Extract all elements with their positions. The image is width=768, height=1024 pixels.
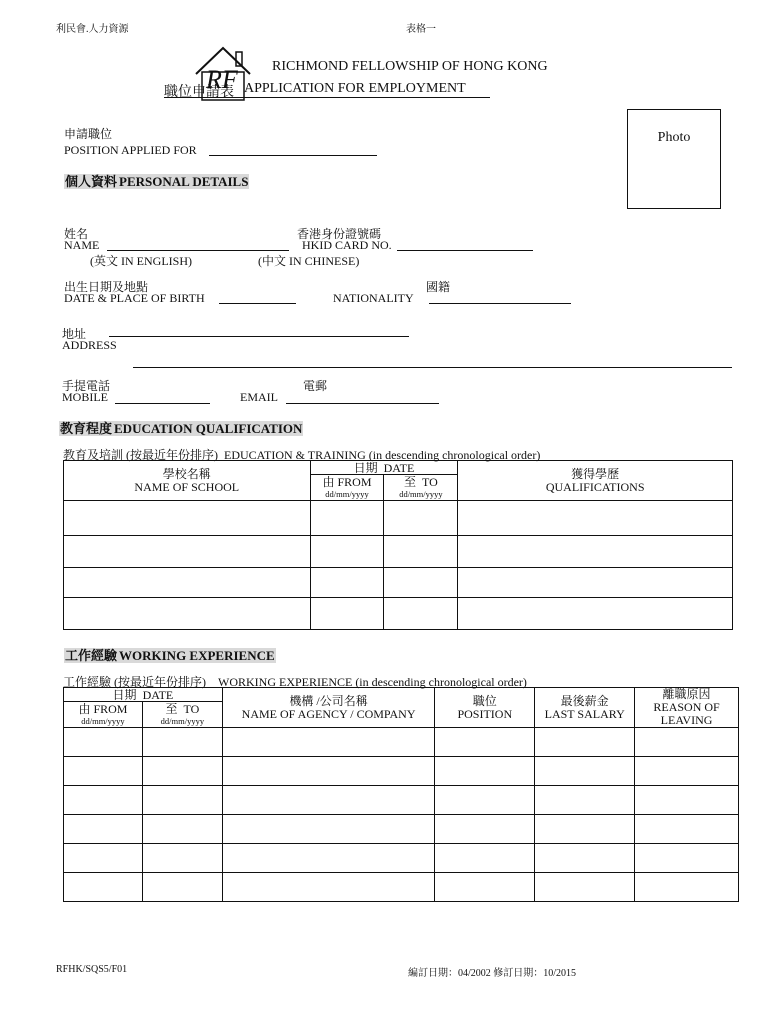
mobile-label-zh: 手提電話: [62, 379, 111, 393]
table-cell[interactable]: [635, 815, 739, 844]
table-row: [64, 501, 733, 536]
table-cell[interactable]: [435, 873, 535, 902]
table-cell[interactable]: [310, 598, 384, 630]
education-table: [63, 460, 733, 630]
table-cell[interactable]: [535, 873, 635, 902]
table-cell[interactable]: [635, 873, 739, 902]
address-field-line1[interactable]: [109, 336, 409, 337]
table-cell[interactable]: [435, 815, 535, 844]
table-cell[interactable]: [435, 786, 535, 815]
table-cell[interactable]: [635, 728, 739, 757]
table-cell[interactable]: [535, 757, 635, 786]
name-field[interactable]: [107, 250, 289, 251]
email-label-zh: 電郵: [303, 379, 328, 393]
hkid-label-zh: 香港身份證號碼: [297, 227, 382, 241]
table-cell[interactable]: [222, 757, 435, 786]
table-cell[interactable]: [310, 536, 384, 568]
table-cell[interactable]: [142, 757, 222, 786]
photo-box[interactable]: [627, 109, 721, 209]
table-cell[interactable]: [64, 536, 311, 568]
table-cell[interactable]: [535, 815, 635, 844]
dob-label-zh: 出生日期及地點: [64, 280, 149, 294]
table-cell[interactable]: [458, 598, 733, 630]
table-cell[interactable]: [64, 815, 143, 844]
table-cell[interactable]: [142, 815, 222, 844]
footer-form-code: RFHK/SQS5/F01: [56, 964, 128, 975]
table-row: [64, 873, 739, 902]
table-cell[interactable]: [64, 757, 143, 786]
work-col-position: 職位 POSITION: [435, 688, 535, 728]
table-cell[interactable]: [222, 786, 435, 815]
table-cell[interactable]: [64, 873, 143, 902]
table-cell[interactable]: [535, 786, 635, 815]
personal-heading-zh: 個人資料: [65, 174, 118, 189]
education-col-from: 由 FROM dd/mm/yyyy: [310, 475, 384, 501]
mobile-field[interactable]: [115, 403, 210, 404]
name-label-zh: 姓名: [64, 227, 89, 241]
address-label-en: ADDRESS: [62, 338, 117, 352]
table-cell[interactable]: [384, 536, 458, 568]
work-col-salary: 最後薪金 LAST SALARY: [535, 688, 635, 728]
table-cell[interactable]: [142, 844, 222, 873]
work-col-reason: 離職原因 REASON OF LEAVING: [635, 688, 739, 728]
education-heading-zh: 教育程度: [60, 421, 113, 436]
header-dept: 利民會.人力資源: [56, 24, 129, 35]
table-cell[interactable]: [635, 844, 739, 873]
header-form-number: 表格一: [406, 24, 436, 35]
table-cell[interactable]: [310, 501, 384, 536]
table-cell[interactable]: [635, 757, 739, 786]
table-cell[interactable]: [64, 844, 143, 873]
photo-label: Photo: [657, 130, 691, 145]
name-note-chinese: (中文 IN CHINESE): [258, 254, 360, 268]
hkid-label-en: HKID CARD NO.: [302, 238, 392, 252]
table-cell[interactable]: [458, 568, 733, 598]
hkid-field[interactable]: [397, 250, 533, 251]
education-col-date: 日期 DATE: [310, 461, 458, 475]
table-cell[interactable]: [64, 786, 143, 815]
work-subtitle: 工作經驗 (按最近年份排序) WORKING EXPERIENCE (in descending chronological order): [63, 675, 527, 689]
table-cell[interactable]: [142, 786, 222, 815]
dob-field[interactable]: [219, 303, 296, 304]
work-heading: [64, 645, 276, 665]
position-label-en: POSITION APPLIED FOR: [64, 143, 197, 157]
form-title-en: APPLICATION FOR EMPLOYMENT: [244, 81, 466, 96]
table-cell[interactable]: [384, 598, 458, 630]
nationality-label-en: NATIONALITY: [333, 291, 414, 305]
table-cell[interactable]: [635, 786, 739, 815]
education-heading-en: EDUCATION QUALIFICATION: [114, 421, 303, 436]
table-cell[interactable]: [458, 536, 733, 568]
table-cell[interactable]: [64, 728, 143, 757]
table-cell[interactable]: [458, 501, 733, 536]
table-cell[interactable]: [384, 501, 458, 536]
table-cell[interactable]: [310, 568, 384, 598]
table-cell[interactable]: [435, 844, 535, 873]
work-col-from: 由 FROM dd/mm/yyyy: [64, 702, 143, 728]
email-label-en: EMAIL: [240, 390, 278, 404]
address-label-zh: 地址: [62, 327, 87, 341]
table-cell[interactable]: [64, 501, 311, 536]
work-col-date: 日期 DATE: [64, 688, 223, 702]
table-row: [64, 536, 733, 568]
work-heading-zh: 工作經驗: [65, 648, 118, 663]
table-row: [64, 598, 733, 630]
org-name: RICHMOND FELLOWSHIP OF HONG KONG: [272, 59, 548, 74]
table-cell[interactable]: [384, 568, 458, 598]
nationality-label-zh: 國籍: [426, 280, 451, 294]
email-field[interactable]: [286, 403, 439, 404]
table-cell[interactable]: [222, 815, 435, 844]
table-row: [64, 568, 733, 598]
footer-dates: 編訂日期：04/2002 修訂日期：10/2015: [408, 968, 577, 979]
personal-heading: [64, 171, 249, 191]
table-cell[interactable]: [64, 598, 311, 630]
work-col-to: 至 TO dd/mm/yyyy: [142, 702, 222, 728]
table-cell[interactable]: [222, 844, 435, 873]
title-underline: [164, 97, 490, 98]
address-field-line2[interactable]: [133, 367, 732, 368]
logo-letters: RF: [206, 65, 238, 94]
table-cell[interactable]: [535, 728, 635, 757]
nationality-field[interactable]: [429, 303, 571, 304]
work-col-agency: 機構 /公司名稱 NAME OF AGENCY / COMPANY: [222, 688, 435, 728]
table-row: [64, 786, 739, 815]
education-col-qualifications: 獲得學歷 QUALIFICATIONS: [458, 461, 733, 501]
work-table: [63, 687, 739, 902]
education-col-to: 至 TO dd/mm/yyyy: [384, 475, 458, 501]
education-col-school: 學校名稱 NAME OF SCHOOL: [64, 461, 311, 501]
table-row: [64, 728, 739, 757]
form-title-zh: 職位申請表: [164, 85, 234, 100]
table-row: [64, 757, 739, 786]
table-cell[interactable]: [64, 568, 311, 598]
education-subtitle: 教育及培訓 (按最近年份排序) EDUCATION & TRAINING (in descending chronological order): [63, 448, 541, 462]
position-field[interactable]: [209, 155, 377, 156]
name-label-en: NAME: [64, 238, 100, 252]
personal-heading-en: PERSONAL DETAILS: [119, 174, 249, 189]
name-note-english: (英文 IN ENGLISH): [90, 254, 192, 268]
table-cell[interactable]: [435, 728, 535, 757]
table-cell[interactable]: [435, 757, 535, 786]
table-row: [64, 844, 739, 873]
work-heading-en: WORKING EXPERIENCE: [119, 648, 275, 663]
table-row: [64, 815, 739, 844]
table-cell[interactable]: [142, 873, 222, 902]
dob-label-en: DATE & PLACE OF BIRTH: [64, 291, 205, 305]
mobile-label-en: MOBILE: [62, 390, 108, 404]
education-heading: [59, 418, 303, 438]
position-label-zh: 申請職位: [64, 127, 113, 141]
table-cell[interactable]: [142, 728, 222, 757]
table-cell[interactable]: [222, 873, 435, 902]
table-cell[interactable]: [535, 844, 635, 873]
table-cell[interactable]: [222, 728, 435, 757]
